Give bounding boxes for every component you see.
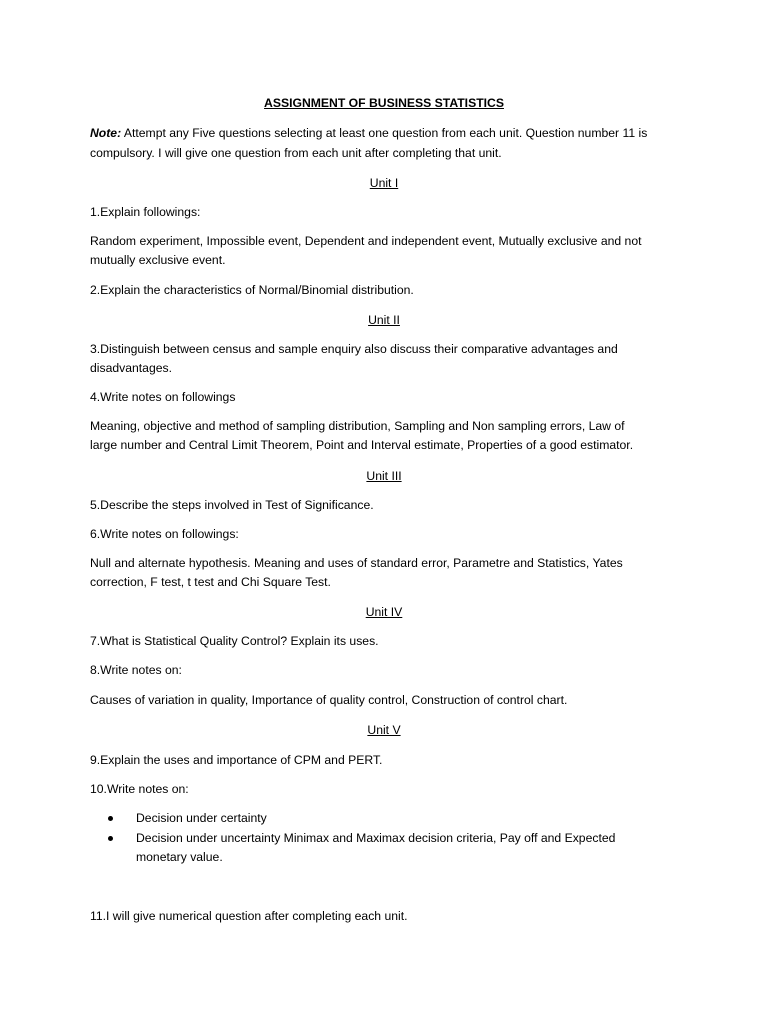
question-8: 8.Write notes on: [90,663,182,677]
bullet-icon [108,836,113,841]
bullet-text: Decision under certainty [136,811,267,825]
question-10: 10.Write notes on: [90,782,189,796]
bullet-icon [108,816,113,821]
document-title: ASSIGNMENT OF BUSINESS STATISTICS [264,96,504,110]
note-label: Note: [90,126,122,140]
question-5: 5.Describe the steps involved in Test of Significance. [90,498,374,512]
unit-5-heading: Unit V [367,723,401,737]
question-4-detail-line-1: Meaning, objective and method of sampling distribution, Sampling and Non sampling errors, Law of [90,419,625,433]
unit-2-heading: Unit II [368,313,400,327]
question-3-line-2: disadvantages. [90,361,172,375]
bullet-text-continuation: monetary value. [136,850,223,864]
question-1-detail-line-1: Random experiment, Impossible event, Dependent and independent event, Mutually exclusive and not [90,234,642,248]
question-1-detail-line-2: mutually exclusive event. [90,253,226,267]
question-6-detail-line-1: Null and alternate hypothesis. Meaning and uses of standard error, Parametre and Statistics, Yates [90,556,623,570]
question-3-line-1: 3.Distinguish between census and sample enquiry also discuss their comparative advantages and [90,342,618,356]
note-line-2: compulsory. I will give one question from each unit after completing that unit. [90,146,502,160]
unit-4-heading: Unit IV [365,605,403,619]
question-8-detail: Causes of variation in quality, Importance of quality control, Construction of control chart. [90,693,568,707]
unit-3-heading: Unit III [366,469,402,483]
question-11: 11.I will give numerical question after completing each unit. [90,909,408,923]
question-4: 4.Write notes on followings [90,390,236,404]
note-line-1 [90,124,690,144]
bullet-text: Decision under uncertainty Minimax and Maximax decision criteria, Pay off and Expected [136,831,616,845]
question-4-detail-line-2: large number and Central Limit Theorem, Point and Interval estimate, Properties of a good estimator. [90,438,634,452]
question-6: 6.Write notes on followings: [90,527,239,541]
note-text-1: Attempt any Five questions selecting at least one question from each unit. Question number 11 is [121,126,648,140]
question-1: 1.Explain followings: [90,205,201,219]
question-9: 9.Explain the uses and importance of CPM and PERT. [90,753,383,767]
question-7: 7.What is Statistical Quality Control? Explain its uses. [90,634,379,648]
unit-1-heading: Unit I [369,176,399,190]
question-2: 2.Explain the characteristics of Normal/Binomial distribution. [90,283,414,297]
question-6-detail-line-2: correction, F test, t test and Chi Square Test. [90,575,331,589]
